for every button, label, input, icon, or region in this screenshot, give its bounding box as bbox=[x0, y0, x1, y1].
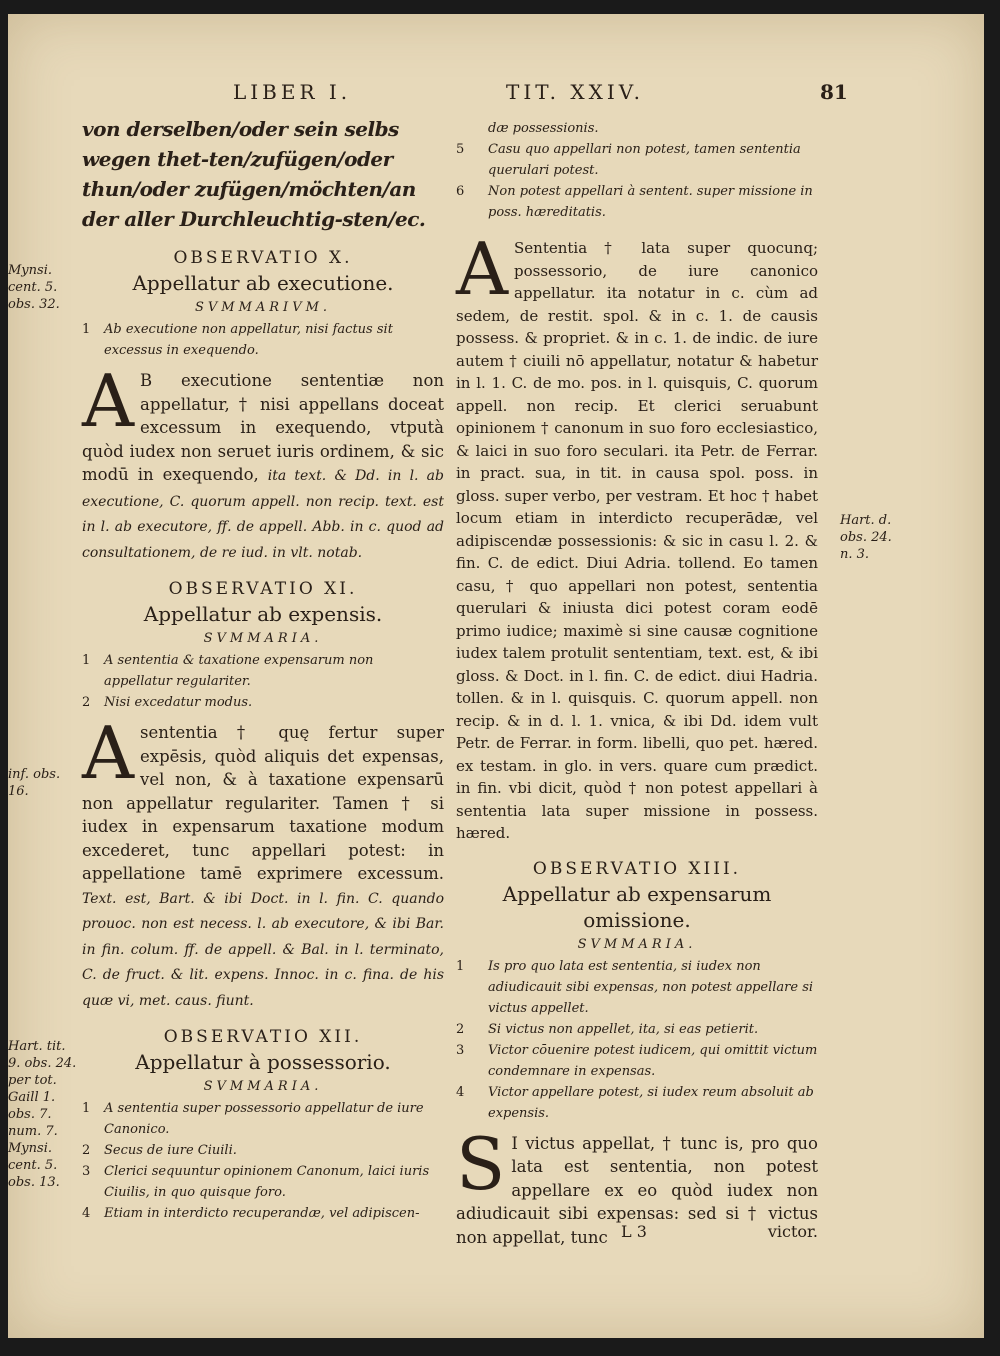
obs11-text: sententia † quę fertur super expēsis, quòd aliquis det expensas, vel non, & à taxatione expensarū non appellatur regulariter. Tamen † si iudex in expensarum taxatione modum excederet, tunc appellari potest: in appellatione tamē exprimere excessum. bbox=[82, 723, 444, 883]
margin-note-right-1: Hart. d. obs. 24. n. 3. bbox=[840, 513, 892, 562]
signature-mark: L 3 bbox=[621, 1222, 647, 1241]
item-text: Nisi excedatur modus. bbox=[104, 695, 253, 710]
page-number: 81 bbox=[820, 80, 848, 104]
obs10-citation: ita text. & Dd. in l. ab executione, C. quorum appell. non recip. text. est in l. ab executore, ff. de appell. Abb. in c. quod ad consultationem, de re iud. in vlt. notab. bbox=[82, 468, 444, 561]
dropcap: A bbox=[82, 711, 134, 795]
item-number: 2 bbox=[82, 695, 91, 710]
summary-item bbox=[82, 1203, 444, 1224]
summary-item bbox=[82, 1098, 444, 1140]
item-number: 4 bbox=[82, 1206, 91, 1221]
obs10-heading: OBSERVATIO X. bbox=[173, 248, 353, 268]
obs12-title: Appellatur à possessorio. bbox=[135, 1050, 391, 1074]
item-text: A sententia super possessorio appellatur de iure Canonico. bbox=[104, 1101, 424, 1137]
obs11-body bbox=[82, 711, 444, 1013]
obs12-heading: OBSERVATIO XII. bbox=[163, 1027, 363, 1047]
obs13-summary-label: SVMMARIA. bbox=[577, 936, 697, 952]
item-text: Secus de iure Ciuili. bbox=[104, 1143, 237, 1158]
summary-item bbox=[82, 692, 444, 713]
summary-item bbox=[456, 956, 818, 1019]
header-title: TIT. XXIV. bbox=[506, 80, 645, 104]
item-text: Is pro quo lata est sententia, si iudex non adiudicauit sibi expensas, non potest appellare si victus appellet. bbox=[488, 958, 814, 1016]
item-number: 6 bbox=[456, 184, 465, 199]
fraktur-text: von derselben/oder sein selbs wegen thet-ten/zufügen/oder thun/oder zufügen/möchten/an der aller Durchleuchtig-sten/ec. bbox=[82, 117, 426, 231]
obs11-title: Appellatur ab expensis. bbox=[143, 602, 383, 626]
item-text: Si victus non appellet, ita, si eas petierit. bbox=[488, 1021, 759, 1037]
obs11-citation: Text. est, Bart. & ibi Doct. in l. fin. C. quando prouoc. non est necess. l. ab executore, & ibi Bar. in fin. colum. ff. de appell. & Bal. in l. terminato, C. de fruct. & lit. expens. Innoc. in c. fina. de his quæ vi, met. caus. fiunt. bbox=[82, 890, 444, 1009]
summary-item bbox=[82, 650, 444, 692]
item-number: 3 bbox=[456, 1042, 465, 1058]
obs12-text: Sententia † lata super quocunq; possessorio, de iure canonico appellatur. ita notatur in c. cùm ad sedem, de restit. spol. & in c. 1. de causis possess. & propriet. & in c. 1. de indic. de iure autem † ciuili nō appellatur, notatur & habetur in l. 1. C. de mo. pos. in l. quisquis, C. quorum appell. non recip. Et clerici seruabunt opinionem † canonum in suo foro ecclesiastico, & laici in suo foro seculari. ita Petr. de Ferrar. in pract. sua, in tit. in causa spol. poss. in gloss. super verbo, per vestram. Et hoc † habet locum etiam in interdicto recuperādæ, vel adipiscendæ possessionis: & sic in casu l. 2. & fin. C. de edict. Diui Adria. tollend. Eo tamen casu, † quo appellari non potest, sententia querulari & iniusta dici potest coram eodē primo iudice; maximè si sine causæ cognitione iudex talem protulit sententiam, text. est, & ibi gloss. & Doct. in l. fin. C. de edict. diui Hadria. tollen. & in l. quisquis. C. quorum appell. non recip. & in d. l. 1. vnica, & ibi Dd. idem vult Petr. de Ferrar. in form. libelli, quo pet. hæred. ex testam. in glo. in vers. quare cum prædict. in fin. vbi dicit, quòd † non potest appellari à sententia lata super missione in possess. hæred. bbox=[456, 239, 818, 842]
obs11-heading: OBSERVATIO XI. bbox=[168, 579, 358, 599]
dropcap: A bbox=[82, 359, 134, 443]
obs12-summary-label: SVMMARIA. bbox=[203, 1079, 323, 1094]
catchword: victor. bbox=[767, 1222, 818, 1241]
item-number: 1 bbox=[456, 958, 465, 974]
dropcap: A bbox=[456, 227, 508, 311]
item-text: Ab executione non appellatur, nisi factus sit excessus in exequendo. bbox=[104, 322, 393, 358]
item-number: 3 bbox=[82, 1164, 91, 1179]
summary-item bbox=[456, 1019, 818, 1040]
dropcap: S bbox=[456, 1121, 506, 1206]
margin-note-left-1: Mynsi. cent. 5. obs. 32. bbox=[8, 263, 60, 312]
obs13-text: I victus appellat, † tunc is, pro quo lata est sententia, non potest appellare ex eo quòd iudex non adiudicauit sibi expensas: sed si † victus non appellat, tunc bbox=[456, 1133, 818, 1247]
margin-note-left-2: inf. obs. 16. bbox=[8, 767, 61, 799]
item-number: 5 bbox=[456, 142, 465, 157]
header-liber: LIBER I. bbox=[233, 80, 352, 104]
summary-item bbox=[456, 139, 818, 181]
summary-item bbox=[82, 1161, 444, 1203]
obs10-summary-label: SVMMARIVM. bbox=[194, 300, 332, 315]
summary-item bbox=[82, 319, 444, 361]
obs13-title: Appellatur ab expensarum omissione. bbox=[502, 881, 772, 932]
item-text: Victor appellare potest, si iudex reum absoluit ab expensis. bbox=[488, 1084, 814, 1121]
item-number: 2 bbox=[82, 1143, 91, 1158]
obs12-body bbox=[456, 227, 818, 845]
running-head bbox=[8, 80, 984, 110]
summary-item bbox=[456, 1040, 818, 1082]
summary-item bbox=[456, 181, 818, 223]
item-number: 2 bbox=[456, 1021, 465, 1037]
summary-item bbox=[456, 1082, 818, 1124]
item-text: Non potest appellari à sentent. super missione in poss. hæreditatis. bbox=[488, 184, 813, 220]
obs11-summary-label: SVMMARIA. bbox=[203, 631, 323, 646]
obs10-body bbox=[82, 359, 444, 565]
obs10-title: Appellatur ab executione. bbox=[132, 271, 394, 295]
obs10-text: B executione sententiæ non appellatur, † nisi appellans doceat excessum in exequendo, vtputà quòd iudex non seruet iuris ordinem, & sic modū in exequendo, bbox=[82, 371, 444, 484]
right-column bbox=[456, 114, 818, 1253]
item-text: Etiam in interdicto recuperandæ, vel adipiscen- bbox=[104, 1206, 420, 1221]
summary-continuation bbox=[456, 118, 818, 223]
item-text: Casu quo appellari non potest, tamen sententia querulari potest. bbox=[488, 142, 801, 178]
obs13-heading: OBSERVATIO XIII. bbox=[532, 858, 742, 879]
item-number: 1 bbox=[82, 653, 91, 668]
left-column bbox=[82, 114, 444, 1224]
margin-note-left-3: Hart. tit. 9. obs. 24. per tot. Gaill 1. obs. 7. num. 7. Mynsi. cent. 5. obs. 13. bbox=[8, 1039, 77, 1190]
item-number: 1 bbox=[82, 1101, 91, 1116]
book-page bbox=[8, 14, 984, 1338]
item-text: dæ possessionis. bbox=[488, 121, 599, 136]
item-text: A sententia & taxatione expensarum non appellatur regulariter. bbox=[104, 653, 374, 689]
summary-item bbox=[82, 1140, 444, 1161]
item-text: Clerici sequuntur opinionem Canonum, laici iuris Ciuilis, in quo quisque foro. bbox=[104, 1164, 430, 1200]
summary-item bbox=[456, 118, 818, 139]
page-footer bbox=[456, 1222, 818, 1246]
obs13-summary bbox=[456, 956, 818, 1124]
item-number: 4 bbox=[456, 1084, 465, 1100]
item-number: 1 bbox=[82, 322, 91, 337]
item-text: Victor cōuenire potest iudicem, qui omittit victum condemnare in expensas. bbox=[488, 1042, 818, 1079]
